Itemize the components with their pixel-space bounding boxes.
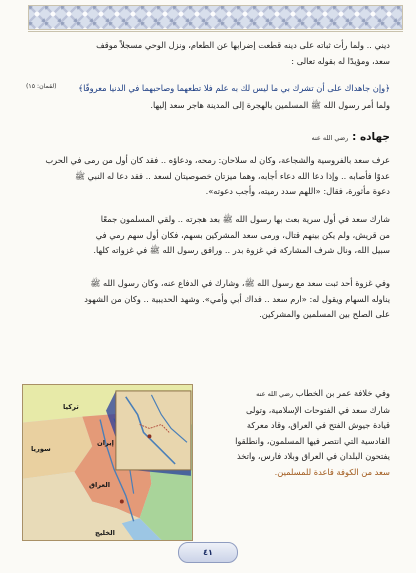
map-label-iran: إيران [97, 439, 114, 447]
paragraph-line: وفي غزوة أحد ثبت سعد مع رسول الله ﷺ، وشارك في الدفاع عنه، وكان رسول الله ﷺ [90, 278, 390, 288]
paragraph-hijra [150, 98, 390, 114]
map-label-turkey: تركيا [63, 403, 79, 411]
paragraph-line: يناوله السهام ويقول له: «ارم سعد .. فداك أبي وأمي». وشهد الحديبية .. وكان من الشهود [84, 293, 390, 304]
verse-reference: (لقمان: ١٥) [26, 83, 57, 90]
header-ornament-band [28, 5, 403, 30]
paragraph-skills [45, 153, 390, 200]
section-heading-text: جهاده : [352, 131, 390, 143]
map-inset [116, 391, 191, 470]
paragraph-line: وفي خلافة عمر بن الخطاب [295, 388, 390, 398]
paragraph-line: عرف سعد بالفروسية والشجاعة، وكان له سلاحان: رمحه، ودعاؤه .. فقد كان أول من رمى في الحرب [45, 155, 390, 165]
honorific: رضي الله عنه [256, 390, 294, 398]
paragraph-line: ولما أمر رسول الله ﷺ المسلمين بالهجرة إلى المدينة هاجر سعد إليها. [150, 100, 390, 110]
paragraph-line: شارك سعد في الفتوحات الإسلامية، وتولى [245, 404, 390, 415]
paragraph-line: يفتحون البلدان في العراق وبلاد فارس، واتخذ [236, 451, 390, 461]
paragraph-line: سعد، ومؤيدًا له بقوله تعالى : [291, 55, 390, 66]
paragraph-uhud [84, 276, 390, 323]
paragraph-line: دعوة مأثورة، فقال: «اللهم سدد رميته، وأجب دعوته». [205, 186, 390, 196]
honorific: رضي الله عنه [311, 134, 349, 142]
paragraph-line: سبيل الله، ونال شرف المشاركة في غزوة بدر .. ورافق رسول الله ﷺ في غزواته كلها. [93, 245, 390, 255]
page-number: ٤١ [178, 542, 238, 563]
paragraph-intro [96, 38, 390, 69]
paragraph-line: عدوًا فأصابه .. وإذا دعا الله دعاء أجابه، وهما ميزتان خصوصيتان لسعد .. فقد دعا له النبي ﷺ [75, 170, 390, 181]
paragraph-line: على الصلح بين المسلمين والمشركين. [259, 309, 390, 319]
map-inset-city-marker [147, 434, 151, 438]
map-label-iraq: العراق [89, 481, 111, 489]
paragraph-battles [93, 212, 390, 259]
map-city-marker [120, 500, 124, 504]
paragraph-line: سعد من الكوفة قاعدة للمسلمين. [274, 466, 390, 477]
iraq-map-figure [22, 384, 193, 541]
header-divider [28, 31, 403, 32]
section-heading [311, 131, 390, 143]
paragraph-line: ديني .. ولما رأت ثباته على دينه قطعت إضرابها عن الطعام، ونزل الوحي مسجلاً موقف [96, 40, 390, 50]
paragraph-conquests [197, 386, 390, 480]
quran-verse: ﴿وإن جاهداك على أن تشرك بي ما ليس لك به علم فلا تطعهما وصاحبهما في الدنيا معروفًا﴾ [78, 83, 390, 93]
paragraph-line: من قريش، ولم يكن بينهم قتال، ورمى سعد المشركين بسهم، فكان أول سهم رمي في [95, 229, 390, 240]
paragraph-line: شارك سعد في أول سرية بعث بها رسول الله ﷺ بعد هجرته .. ولقي المسلمون جمعًا [100, 214, 390, 224]
map-drawing [23, 385, 192, 540]
paragraph-line: القادسية التي انتصر فيها المسلمون، وانطلقوا [235, 435, 390, 446]
paragraph-line: قيادة جيوش الفتح في العراق، وقاد معركة [246, 420, 390, 430]
map-label-gulf: الخليج [95, 529, 115, 537]
map-label-syria: سوريا [31, 445, 51, 453]
